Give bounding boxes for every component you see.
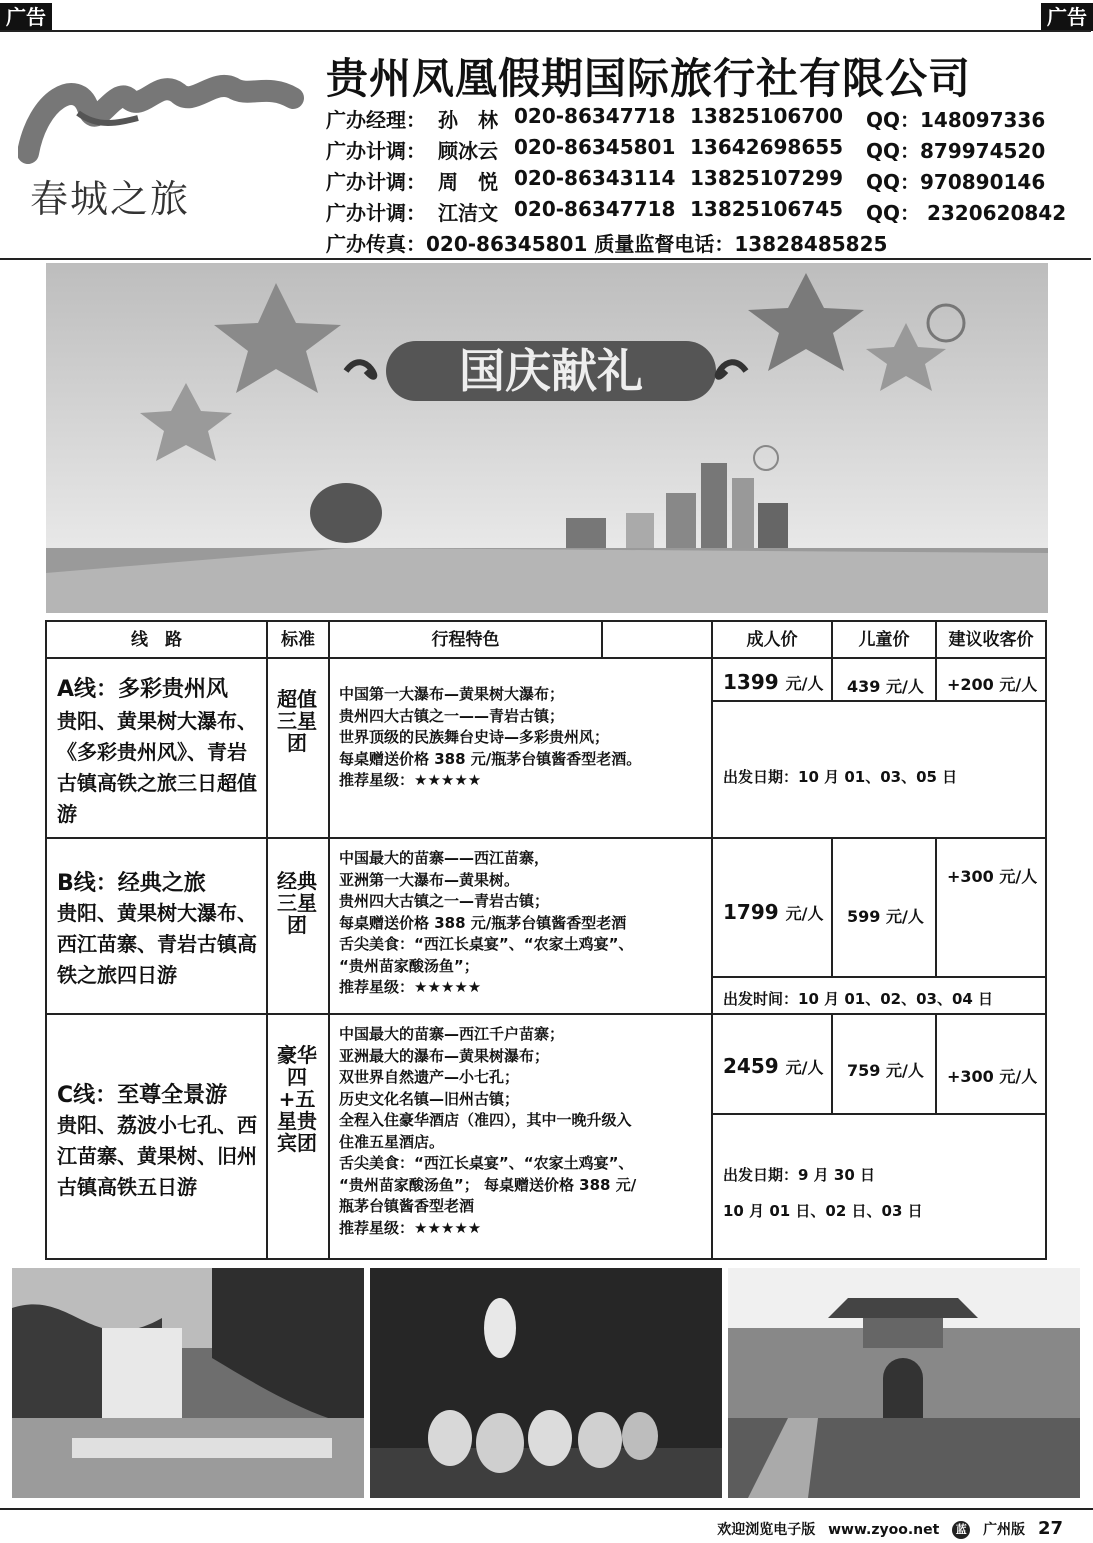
footer (709, 1518, 1063, 1539)
route-b-child-price: 599 元/人 (847, 907, 924, 926)
contact-mobile: 13825106745 (690, 197, 844, 221)
photo-strip (12, 1268, 1080, 1498)
contact-qq: QQ：879974520 (866, 139, 1046, 163)
contact-role: 广办经理： (326, 108, 426, 132)
company-name: 贵州凤凰假期国际旅行社有限公司 (326, 54, 972, 103)
header-child: 儿童价 (858, 630, 910, 650)
route-c-features (339, 1024, 719, 1239)
route-b-dates: 出发时间：10 月 01、02、03、04 日 (723, 990, 994, 1008)
footer-url[interactable]: www.zyoo.net (828, 1522, 940, 1538)
route-b-standard: 经典三星团 (277, 869, 317, 937)
contact-phone: 020-86345801 (514, 135, 676, 159)
blue-badge-icon: 蓝 (952, 1521, 970, 1539)
footer-edition: 广州版 (983, 1522, 1026, 1538)
route-c-desc: 贵阳、荔波小七孔、西江苗寨、黄果树、旧州古镇高铁五日游 (57, 1113, 257, 1199)
route-b-features (339, 848, 719, 999)
page-number: 27 (1037, 1518, 1063, 1539)
header-standard: 标准 (281, 630, 315, 650)
feature-line: 贵州四大古镇之一—青岩古镇； (339, 892, 550, 910)
feature-line: 推荐星级：★★★★★ (339, 978, 482, 996)
footer-rule (0, 1508, 1093, 1510)
contact-role: 广办计调： (326, 170, 426, 194)
feature-line: 全程入住豪华酒店（准四），其中一晚升级入 (339, 1111, 632, 1129)
header-suggest: 建议收客价 (948, 630, 1034, 650)
contact-mobile: 13642698655 (690, 135, 844, 159)
contact-phone: 020-86347718 (514, 197, 676, 221)
contact-name: 周 悦 (438, 170, 498, 194)
logo-text: 春城之旅 (30, 177, 191, 221)
header-route: 线 路 (131, 630, 182, 650)
route-c-name: C线：至尊全景游 (57, 1083, 228, 1108)
feature-line: 中国最大的苗寨—西江千户苗寨； (339, 1025, 565, 1043)
feature-line: “贵州苗家酸汤鱼”； (339, 956, 479, 975)
header-adult: 成人价 (746, 630, 798, 650)
feature-line: 世界顶级的民族舞台史诗—多彩贵州风； (339, 728, 610, 746)
route-a-desc: 贵阳、黄果树大瀑布、《多彩贵州风》、青岩古镇高铁之旅三日超值游 (57, 709, 257, 826)
route-a-child-price: 439 元/人 (847, 677, 924, 696)
feature-line: 亚洲最大的瀑布—黄果树瀑布； (339, 1046, 550, 1065)
route-table (45, 620, 1047, 1260)
contact-name: 江洁文 (438, 201, 498, 225)
ad-tag-right: 广告 (1041, 3, 1093, 31)
dance-photo (370, 1268, 722, 1498)
contact-qq: QQ：148097336 (866, 108, 1046, 132)
ancient-town-photo (728, 1268, 1080, 1498)
contact-mobile: 13825107299 (690, 166, 844, 190)
contact-role: 广办计调： (326, 139, 426, 163)
route-b-name: B线：经典之旅 (57, 871, 206, 896)
route-a-adult-price: 1399 元/人 (723, 670, 824, 694)
banner-image (46, 263, 1048, 613)
fax-line: 广办传真：020-86345801 质量监督电话：13828485825 (326, 232, 888, 256)
route-c-dates-2: 10 月 01 日、02 日、03 日 (723, 1202, 923, 1220)
route-c-child-price: 759 元/人 (847, 1061, 924, 1080)
contact-name: 顾冰云 (438, 139, 498, 163)
contact-qq: QQ： 2320620842 (866, 201, 1067, 225)
banner-title: 国庆献礼 (459, 344, 643, 398)
route-c-standard: 豪华四+五星贵宾团 (277, 1043, 317, 1155)
header-features: 行程特色 (431, 630, 500, 650)
route-a-name: A线：多彩贵州风 (57, 677, 229, 702)
route-c-dates-1: 出发日期：9 月 30 日 (723, 1166, 875, 1184)
route-b-adult-price: 1799 元/人 (723, 900, 824, 924)
contact-phone: 020-86347718 (514, 104, 676, 128)
waterfall-photo (12, 1268, 364, 1498)
route-b-desc: 贵阳、黄果树大瀑布、西江苗寨、青岩古镇高铁之旅四日游 (57, 901, 257, 987)
contact-name: 孙 林 (438, 108, 498, 132)
route-c-adult-price: 2459 元/人 (723, 1054, 824, 1078)
route-a-suggest-price: +200 元/人 (947, 675, 1038, 694)
contact-role: 广办计调： (326, 201, 426, 225)
contact-phone: 020-86343114 (514, 166, 676, 190)
feature-line: 双世界自然遗产—小七孔； (339, 1068, 520, 1086)
feature-line: 住准五星酒店。 (339, 1132, 445, 1151)
route-c-suggest-price: +300 元/人 (947, 1067, 1038, 1086)
feature-line: 推荐星级：★★★★★ (339, 771, 482, 789)
feature-line: 贵州四大古镇之一——青岩古镇； (339, 706, 565, 725)
feature-line: 亚洲第一大瀑布—黄果树。 (339, 870, 520, 889)
footer-text: 欢迎浏览电子版 (717, 1522, 816, 1538)
route-b-suggest-price: +300 元/人 (947, 867, 1038, 886)
contact-qq: QQ：970890146 (866, 170, 1046, 194)
feature-line: 瓶茅台镇酱香型老酒 (339, 1197, 475, 1215)
route-a-features (339, 684, 719, 792)
feature-line: 舌尖美食：“西江长桌宴”、“农家土鸡宴”、 (339, 1154, 634, 1172)
contact-mobile: 13825106700 (690, 104, 844, 128)
feature-line: 每桌赠送价格 388 元/瓶茅台镇酱香型老酒。 (339, 749, 642, 768)
feature-line: 中国最大的苗寨——西江苗寨， (339, 849, 550, 867)
ad-tag-left: 广告 (0, 3, 52, 31)
route-a-standard: 超值三星团 (277, 687, 317, 755)
feature-line: 每桌赠送价格 388 元/瓶茅台镇酱香型老酒 (339, 913, 627, 932)
route-a-dates: 出发日期：10 月 01、03、05 日 (723, 768, 958, 786)
feature-line: “贵州苗家酸汤鱼”； 每桌赠送价格 388 元/ (339, 1175, 637, 1194)
banner-graphic (46, 263, 1048, 613)
logo-swoosh-icon (18, 58, 318, 168)
feature-line: 舌尖美食：“西江长桌宴”、“农家土鸡宴”、 (339, 935, 634, 953)
feature-line: 推荐星级：★★★★★ (339, 1218, 482, 1237)
feature-line: 历史文化名镇—旧州古镇； (339, 1089, 520, 1108)
feature-line: 中国第一大瀑布—黄果树大瀑布； (339, 685, 565, 703)
